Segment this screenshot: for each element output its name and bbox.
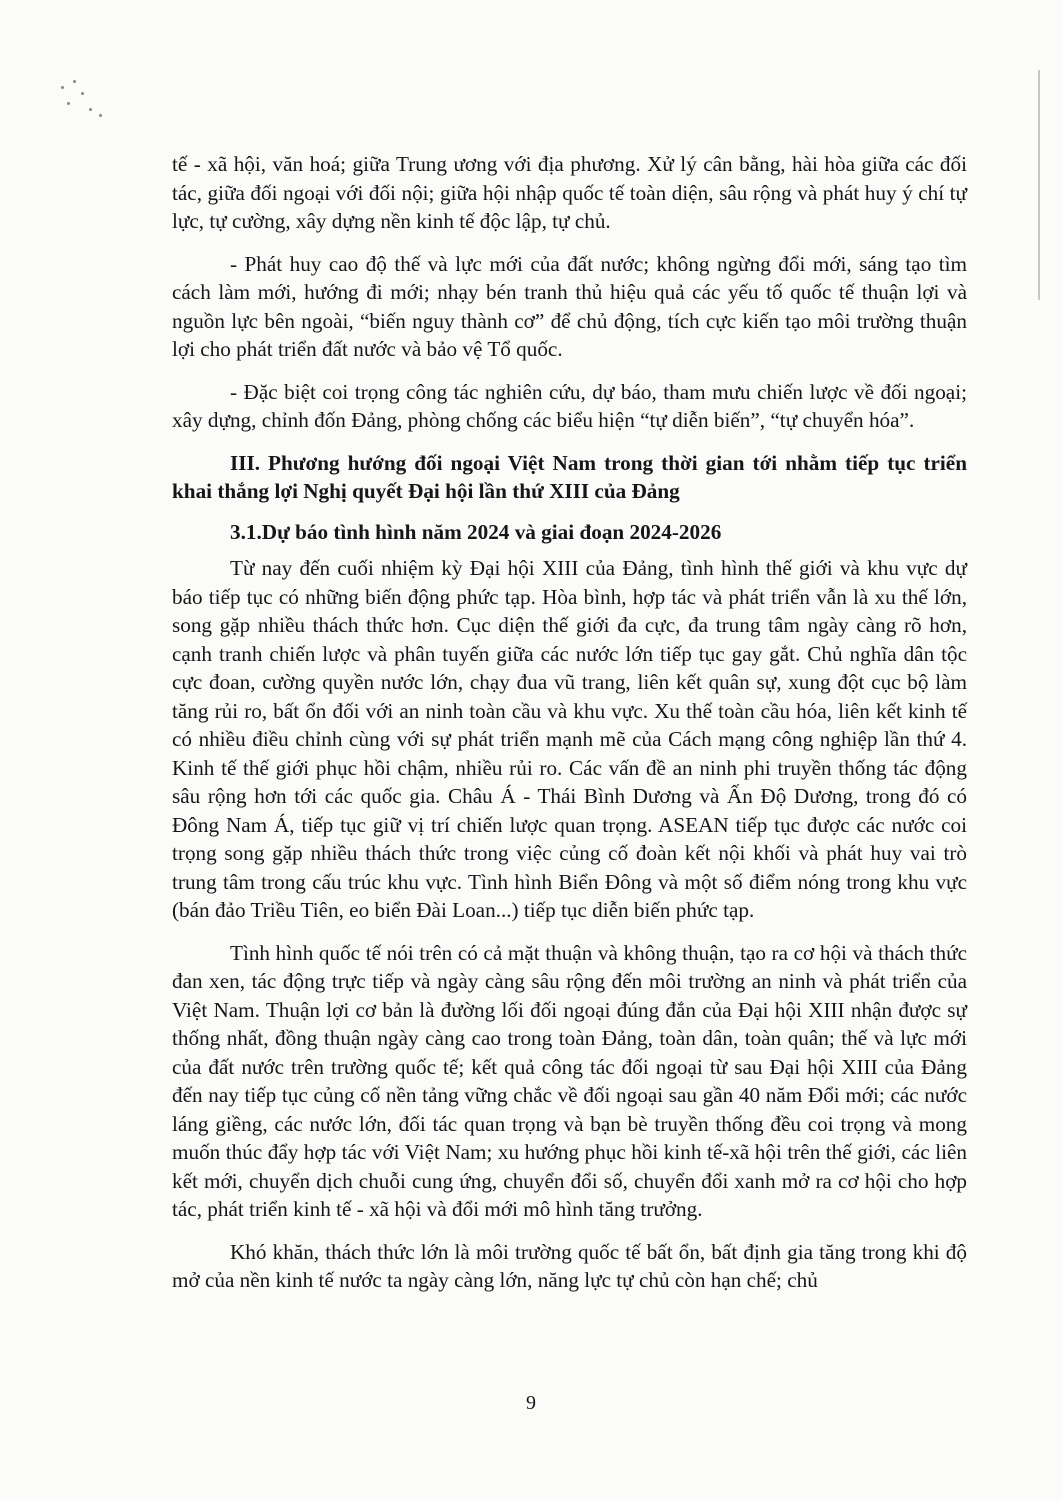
paragraph: Khó khăn, thách thức lớn là môi trường quốc tế bất ổn, bất định gia tăng trong khi độ mở của nền kinh tế nước ta ngày càng lớn, năng lực tự chủ còn hạn chế; chủ [172,1239,967,1292]
document-body [172,150,967,1309]
paragraph: Tình hình quốc tế nói trên có cả mặt thuận và không thuận, tạo ra cơ hội và thách thức đan xen, tác động trực tiếp và ngày càng sâu rộng đến môi trường an ninh và phát triển của Việt Nam. Thuận lợi cơ bản là đường lối đối ngoại đúng đắn của Đại hội XIII nhận được sự thống nhất, đồng thuận ngày càng cao trong toàn Đảng, toàn dân, toàn quân; thế và lực mới của đất nước trên trường quốc tế; kết quả công tác đối ngoại từ sau Đại hội XIII của Đảng đến nay tiếp tục củng cố nền tảng vững chắc về đối ngoại sau gần 40 năm Đổi mới; các nước láng giềng, các nước lớn, đối tác quan trọng và bạn bè truyền thống đều coi trọng và mong muốn thúc đẩy hợp tác với Việt Nam; xu hướng phục hồi kinh tế-xã hội trên thế giới, các liên kết mới, chuyển dịch chuỗi cung ứng, chuyển đổi số, chuyển đổi xanh mở ra cơ hội cho hợp tác, phát triển kinh tế - xã hội và đổi mới mô hình tăng trưởng. [172,940,967,1221]
paragraph: Từ nay đến cuối nhiệm kỳ Đại hội XIII của Đảng, tình hình thế giới và khu vực dự báo tiếp tục có những biến động phức tạp. Hòa bình, hợp tác và phát triển vẫn là xu thế lớn, song gặp nhiều thách thức hơn. Cục diện thế giới đa cực, đa trung tâm ngày càng rõ hơn, cạnh tranh chiến lược và phân tuyến giữa các nước lớn tiếp tục gay gắt. Chủ nghĩa dân tộc cực đoan, cường quyền nước lớn, chạy đua vũ trang, liên kết quân sự, xung đột cục bộ làm tăng rủi ro, bất ổn đối với an ninh toàn cầu và khu vực. Xu thế toàn cầu hóa, liên kết kinh tế có nhiều điều chỉnh cùng với sự phát triển mạnh mẽ của Cách mạng công nghiệp lần thứ 4. Kinh tế thế giới phục hồi chậm, nhiều rủi ro. Các vấn đề an ninh phi truyền thống tác động sâu rộng hơn tới các quốc gia. Châu Á - Thái Bình Dương và Ấn Độ Dương, trong đó có Đông Nam Á, tiếp tục giữ vị trí chiến lược quan trọng. ASEAN tiếp tục được các nước coi trọng song gặp nhiều thách thức trong việc củng cố đoàn kết nội khối và phát huy vai trò trung tâm trong cấu trúc khu vực. Tình hình Biển Đông và một số điểm nóng trong khu vực (bán đảo Triều Tiên, eo biển Đài Loan...) tiếp tục diễn biến phức tạp. [172,556,967,922]
subsection-heading: 3.1.Dự báo tình hình năm 2024 và giai đoạn 2024-2026 [230,519,722,544]
page-number: 9 [526,1392,536,1414]
paragraph: - Đặc biệt coi trọng công tác nghiên cứu, dự báo, tham mưu chiến lược về đối ngoại; xây dựng, chỉnh đốn Đảng, phòng chống các biểu hiện “tự diễn biến”, “tự chuyển hóa”. [172,379,967,432]
paragraph: - Phát huy cao độ thế và lực mới của đất nước; không ngừng đổi mới, sáng tạo tìm cách làm mới, hướng đi mới; nhạy bén tranh thủ hiệu quả các yếu tố quốc tế thuận lợi và nguồn lực bên ngoài, “biến nguy thành cơ” để chủ động, tích cực kiến tạo môi trường thuận lợi cho phát triển đất nước và bảo vệ Tổ quốc. [172,251,967,361]
scan-specks [55,78,115,128]
scan-edge [1038,70,1040,300]
section-heading: III. Phương hướng đối ngoại Việt Nam trong thời gian tới nhằm tiếp tục triển khai thắng lợi Nghị quyết Đại hội lần thứ XIII của Đảng [172,450,967,503]
paragraph: tế - xã hội, văn hoá; giữa Trung ương với địa phương. Xử lý cân bằng, hài hòa giữa các đối tác, giữa đối ngoại với đối nội; giữa hội nhập quốc tế toàn diện, sâu rộng và phát huy ý chí tự lực, tự cường, xây dựng nền kinh tế độc lập, tự chủ. [172,152,967,233]
